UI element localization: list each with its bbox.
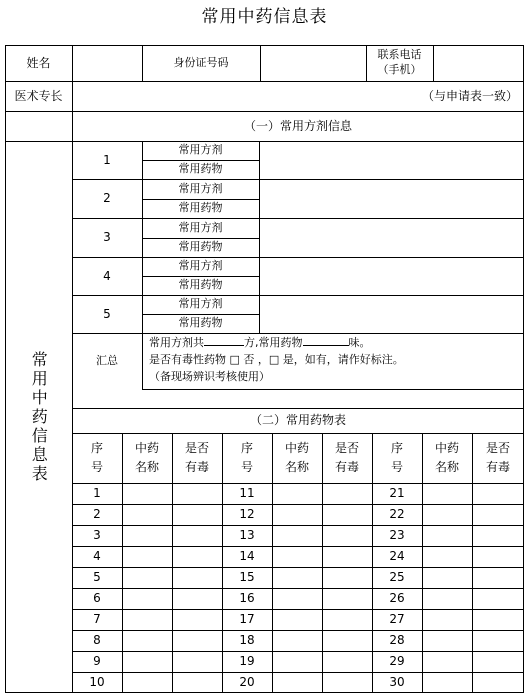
grid-line [422, 433, 423, 693]
toxic-input[interactable] [172, 567, 222, 588]
drug-name-input[interactable] [122, 651, 172, 672]
toxic-input[interactable] [322, 672, 372, 693]
drug-row-number: 22 [389, 507, 405, 522]
toxic-input[interactable] [472, 567, 524, 588]
drug-row-number: 27 [389, 612, 405, 627]
info-form [5, 45, 524, 693]
toxic-input[interactable] [172, 630, 222, 651]
drug-table-header [122, 433, 172, 483]
grid-line [5, 692, 524, 693]
toxic-input[interactable] [322, 630, 372, 651]
header-line-2: 名称 [434, 460, 459, 474]
toxic-input[interactable] [322, 588, 372, 609]
grid-line [72, 257, 524, 258]
drug-name-input[interactable] [122, 567, 172, 588]
grid-line [72, 179, 524, 180]
header-line-1: 是否 [334, 441, 359, 455]
drug-row-number: 26 [389, 591, 405, 606]
summary-line-1 [149, 334, 519, 351]
summary-line-3: （备现场辨识考核使用） [149, 370, 270, 383]
toxic-input[interactable] [172, 588, 222, 609]
drug-row-number: 10 [89, 675, 105, 690]
drug-table-header [422, 433, 472, 483]
toxic-input[interactable] [322, 651, 372, 672]
header-line-1: 序 [240, 441, 253, 455]
grid-line [322, 433, 323, 693]
header-line-2: 号 [90, 460, 103, 474]
drug-label: 常用药物 [178, 162, 223, 176]
drug-row-number: 30 [389, 675, 405, 690]
drug-name-input[interactable] [122, 525, 172, 546]
formula-input[interactable] [259, 141, 524, 179]
drug-name-input[interactable] [422, 651, 472, 672]
toxic-input[interactable] [472, 525, 524, 546]
header-line-1: 中药 [134, 441, 159, 455]
summary-line-2[interactable]: 是否有毒性药物 □ 否 ，□ 是，如有，请作好标注。 [149, 353, 404, 366]
drug-name-input[interactable] [122, 609, 172, 630]
toxic-input[interactable] [322, 567, 372, 588]
id-field[interactable] [260, 45, 366, 81]
specialty-label: 医术专长 [14, 88, 63, 103]
formula-label: 常用方剂 [178, 143, 223, 157]
grid-line [260, 45, 261, 82]
grid-line [5, 111, 524, 112]
drug-name-input[interactable] [122, 630, 172, 651]
summary-text-b: 方,常用药物 [244, 336, 303, 349]
phone-label-line2: （手机） [377, 63, 422, 76]
formula-row-number: 1 [103, 152, 111, 167]
grid-line [72, 630, 524, 631]
drug-row-number: 1 [93, 486, 101, 501]
drug-name-input[interactable] [422, 483, 472, 504]
toxic-input[interactable] [172, 672, 222, 693]
drug-name-input[interactable] [122, 672, 172, 693]
specialty-note[interactable]: （与申请表一致） [421, 88, 518, 103]
toxic-input[interactable] [472, 672, 524, 693]
toxic-input[interactable] [322, 525, 372, 546]
grid-line [72, 672, 524, 673]
header-line-2: 有毒 [334, 460, 359, 474]
grid-line [172, 433, 173, 693]
summary-text-a: 常用方剂共 [149, 336, 204, 349]
toxic-input[interactable] [322, 546, 372, 567]
drug-name-input[interactable] [422, 588, 472, 609]
toxic-input[interactable] [172, 546, 222, 567]
drug-table-header [222, 433, 272, 483]
grid-line [5, 45, 6, 693]
drug-row-number: 11 [239, 486, 255, 501]
drug-row-number: 3 [93, 528, 101, 543]
header-line-2: 名称 [134, 460, 159, 474]
drug-row-number: 25 [389, 570, 405, 585]
formula-row-number: 2 [103, 191, 111, 206]
formula-row-number: 3 [103, 230, 111, 245]
drug-row-number: 12 [239, 507, 255, 522]
drug-name-input[interactable] [272, 567, 322, 588]
drug-name-input[interactable] [272, 609, 322, 630]
drug-row-number: 8 [93, 633, 101, 648]
section1-title: （一）常用方剂信息 [243, 118, 352, 133]
toxic-input[interactable] [172, 525, 222, 546]
grid-line [72, 433, 524, 434]
drug-row-number: 15 [239, 570, 255, 585]
phone-label [366, 45, 433, 81]
name-label: 姓名 [26, 55, 51, 70]
grid-line [72, 546, 524, 547]
phone-field[interactable] [433, 45, 524, 81]
drug-row-number: 23 [389, 528, 405, 543]
drug-row-number: 14 [239, 549, 255, 564]
toxic-input[interactable] [472, 546, 524, 567]
drug-name-input[interactable] [272, 588, 322, 609]
header-line-2: 名称 [284, 460, 309, 474]
toxic-input[interactable] [472, 651, 524, 672]
drug-name-input[interactable] [122, 588, 172, 609]
grid-line [72, 588, 524, 589]
grid-line [142, 45, 143, 82]
toxic-input[interactable] [172, 504, 222, 525]
formula-label: 常用方剂 [178, 297, 223, 311]
drug-name-input[interactable] [122, 504, 172, 525]
drug-name-input[interactable] [272, 483, 322, 504]
drug-name-input[interactable] [272, 672, 322, 693]
formula-label: 常用方剂 [178, 259, 223, 273]
drug-row-number: 17 [239, 612, 255, 627]
grid-line [72, 45, 73, 693]
drug-name-input[interactable] [422, 525, 472, 546]
grid-line [142, 389, 524, 390]
grid-line [72, 504, 524, 505]
grid-line [72, 295, 524, 296]
summary-text-c: 味。 [348, 336, 371, 349]
grid-line [366, 45, 367, 82]
grid-line [142, 333, 143, 390]
formula-input[interactable] [259, 295, 524, 333]
formula-input[interactable] [259, 179, 524, 218]
drug-name-input[interactable] [122, 546, 172, 567]
drug-name-input[interactable] [422, 630, 472, 651]
formula-label: 常用方剂 [178, 220, 223, 234]
grid-line [5, 81, 524, 82]
drug-row-number: 5 [93, 570, 101, 585]
drug-table-header [272, 433, 322, 483]
grid-line [272, 433, 273, 693]
drug-table-header [72, 433, 122, 483]
side-label-text: 常用中药信息表 [29, 350, 49, 484]
grid-line [5, 45, 524, 46]
drug-name-input[interactable] [272, 504, 322, 525]
drug-name-input[interactable] [272, 546, 322, 567]
header-line-2: 号 [390, 460, 403, 474]
drug-row-number: 7 [93, 612, 101, 627]
drug-table-header [172, 433, 222, 483]
header-line-2: 有毒 [485, 460, 510, 474]
formula-row-number: 4 [103, 268, 111, 283]
drug-label: 常用药物 [178, 201, 223, 215]
grid-line [72, 483, 524, 484]
grid-line [142, 199, 260, 200]
grid-line [142, 314, 260, 315]
drug-label: 常用药物 [178, 240, 223, 254]
grid-line [72, 408, 524, 409]
formula-label: 常用方剂 [178, 181, 223, 195]
drug-table-header [322, 433, 372, 483]
drug-name-input[interactable] [272, 525, 322, 546]
header-line-2: 有毒 [184, 460, 209, 474]
drug-row-number: 20 [239, 675, 255, 690]
grid-line [72, 567, 524, 568]
header-line-1: 序 [90, 441, 103, 455]
grid-line [222, 433, 223, 693]
header-line-1: 是否 [485, 441, 510, 455]
summary-label: 汇总 [96, 353, 118, 367]
section2-title: （二）常用药物表 [249, 413, 346, 428]
toxic-input[interactable] [472, 504, 524, 525]
drug-name-input[interactable] [422, 609, 472, 630]
grid-line [72, 651, 524, 652]
drug-row-number: 24 [389, 549, 405, 564]
drug-name-input[interactable] [422, 546, 472, 567]
drug-name-input[interactable] [422, 672, 472, 693]
summary-content [149, 334, 519, 385]
toxic-input[interactable] [322, 504, 372, 525]
drug-row-number: 4 [93, 549, 101, 564]
header-line-1: 中药 [284, 441, 309, 455]
drug-name-input[interactable] [422, 567, 472, 588]
grid-line [142, 160, 260, 161]
name-field[interactable] [72, 45, 142, 81]
drug-row-number: 2 [93, 507, 101, 522]
drug-table-header [472, 433, 524, 483]
id-label: 身份证号码 [173, 55, 229, 69]
header-line-1: 序 [390, 441, 403, 455]
grid-line [142, 238, 260, 239]
drug-name-input[interactable] [272, 630, 322, 651]
drug-row-number: 6 [93, 591, 101, 606]
grid-line [72, 609, 524, 610]
drug-row-number: 21 [389, 486, 405, 501]
toxic-input[interactable] [172, 609, 222, 630]
grid-line [433, 45, 434, 82]
header-line-2: 号 [240, 460, 253, 474]
side-label [5, 141, 72, 693]
drug-row-number: 9 [93, 654, 101, 669]
toxic-input[interactable] [322, 483, 372, 504]
formula-row-number: 5 [103, 306, 111, 321]
grid-line [523, 45, 524, 693]
grid-line [372, 433, 373, 693]
toxic-input[interactable] [172, 483, 222, 504]
drug-row-number: 29 [389, 654, 405, 669]
drug-row-number: 18 [239, 633, 255, 648]
header-line-1: 中药 [434, 441, 459, 455]
drug-count-blank[interactable] [303, 334, 349, 346]
drug-name-input[interactable] [422, 504, 472, 525]
phone-label-line1: 联系电话 [377, 48, 422, 62]
toxic-input[interactable] [472, 588, 524, 609]
toxic-input[interactable] [472, 630, 524, 651]
drug-name-input[interactable] [272, 651, 322, 672]
drug-table-header [372, 433, 422, 483]
toxic-input[interactable] [472, 483, 524, 504]
toxic-input[interactable] [322, 609, 372, 630]
drug-name-input[interactable] [122, 483, 172, 504]
drug-label: 常用药物 [178, 278, 223, 292]
formula-input[interactable] [259, 257, 524, 295]
grid-line [72, 525, 524, 526]
drug-row-number: 16 [239, 591, 255, 606]
page-title: 常用中药信息表 [201, 7, 328, 27]
formula-input[interactable] [259, 218, 524, 257]
grid-line [72, 218, 524, 219]
toxic-input[interactable] [172, 651, 222, 672]
drug-row-number: 28 [389, 633, 405, 648]
grid-line [472, 433, 473, 693]
drug-row-number: 13 [239, 528, 255, 543]
drug-label: 常用药物 [178, 316, 223, 330]
grid-line [122, 433, 123, 693]
toxic-input[interactable] [472, 609, 524, 630]
grid-line [142, 276, 260, 277]
grid-line [72, 333, 524, 334]
header-line-1: 是否 [184, 441, 209, 455]
formula-count-blank[interactable] [204, 334, 244, 346]
drug-row-number: 19 [239, 654, 255, 669]
grid-line [5, 141, 524, 142]
